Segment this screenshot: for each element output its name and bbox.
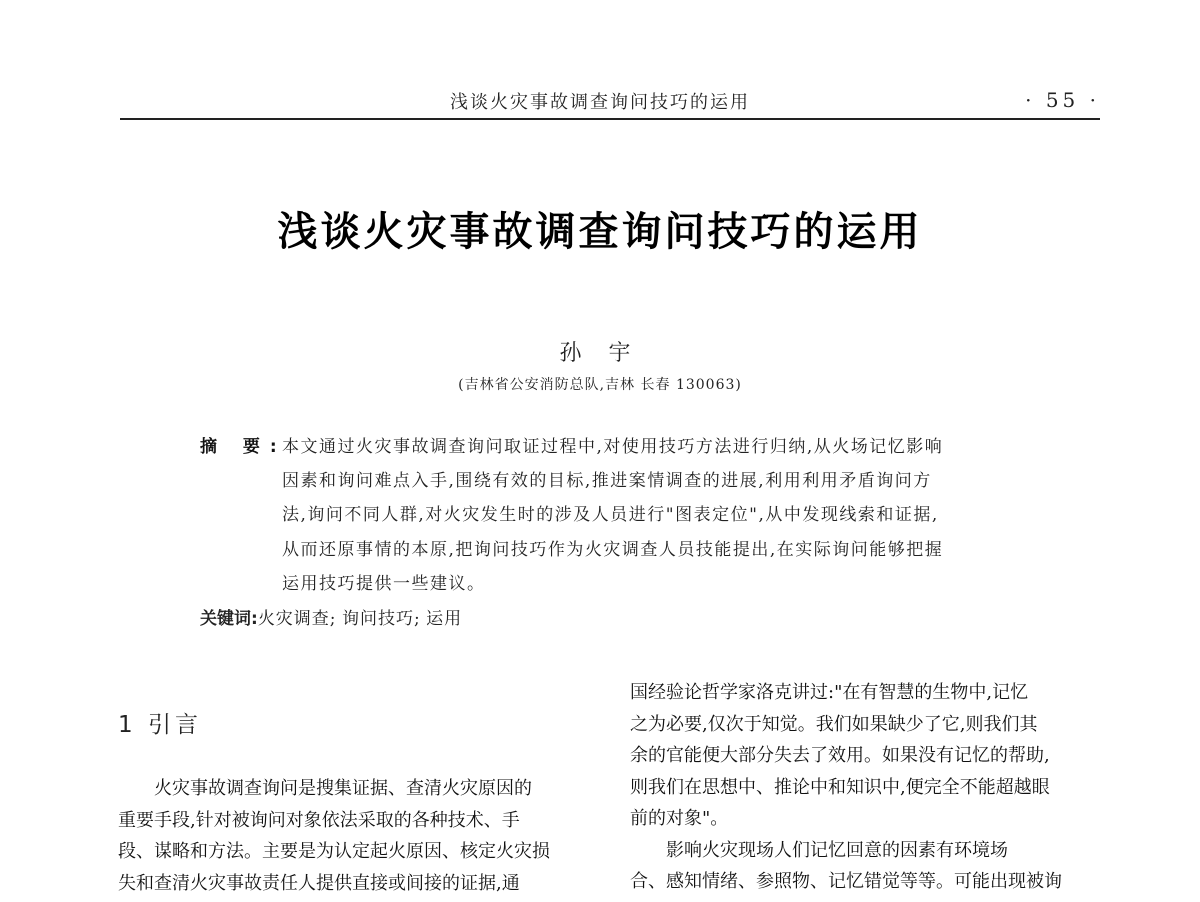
header-rule — [120, 118, 1100, 120]
body-line: 合、感知情绪、参照物、记忆错觉等等。可能出现被询 — [630, 871, 1062, 892]
right-column-body — [630, 677, 1062, 898]
article-title: 浅谈火灾事故调查询问技巧的运用 — [277, 209, 923, 255]
body-line: 则我们在思想中、推论中和知识中,便完全不能超越眼 — [630, 776, 1050, 798]
body-line: 前的对象"。 — [630, 808, 729, 829]
abstract-line: 从而还原事情的本原,把询问技巧作为火灾调查人员技能提出,在实际询问能够把握 — [282, 540, 944, 560]
author-affiliation: (吉林省公安消防总队,吉林 长春 130063) — [458, 377, 742, 393]
body-line: 余的官能便大部分失去了效用。如果没有记忆的帮助, — [630, 745, 1050, 766]
keyword-item: 运用 — [426, 609, 463, 629]
body-line: 段、谋略和方法。主要是为认定起火原因、核定火灾损 — [118, 841, 550, 862]
running-head — [120, 88, 1100, 118]
left-column-body — [118, 773, 550, 899]
abstract-line: 因素和询问难点入手,围绕有效的目标,推进案情调查的进展,利用利用矛盾询问方 — [282, 471, 932, 491]
keywords-label: 关键词: — [200, 609, 258, 629]
body-line: 国经验论哲学家洛克讲过:"在有智慧的生物中,记忆 — [630, 682, 1029, 703]
author-name: 孙 宇 — [559, 341, 641, 366]
body-line: 失和查清火灾事故责任人提供直接或间接的证据,通 — [118, 872, 520, 894]
abstract-line: 本文通过火灾事故调查询问取证过程中,对使用技巧方法进行归纳,从火场记忆影响 — [282, 437, 944, 457]
abstract-line: 运用技巧提供一些建议。 — [282, 574, 486, 594]
abstract-label: 摘 要: — [200, 437, 287, 457]
body-line: 重要手段,针对被询问对象依法采取的各种技术、手 — [118, 809, 520, 831]
abstract-line: 法,询问不同人群,对火灾发生时的涉及人员进行"图表定位",从中发现线索和证据, — [282, 505, 939, 525]
body-line: 之为必要,仅次于知觉。我们如果缺少了它,则我们其 — [630, 713, 1038, 735]
section-heading: 1 引言 — [118, 712, 202, 738]
keyword-item: 火灾调查; — [257, 609, 337, 629]
keyword-item: 询问技巧; — [341, 609, 421, 629]
running-head-title: 浅谈火灾事故调查询问技巧的运用 — [450, 92, 750, 113]
body-line: 影响火灾现场人们记忆回意的因素有环境场 — [666, 839, 1008, 861]
body-line: 火灾事故调查询问是搜集证据、查清火灾原因的 — [154, 778, 532, 799]
page-number: · 55 · — [1025, 88, 1100, 112]
keywords — [200, 604, 462, 629]
